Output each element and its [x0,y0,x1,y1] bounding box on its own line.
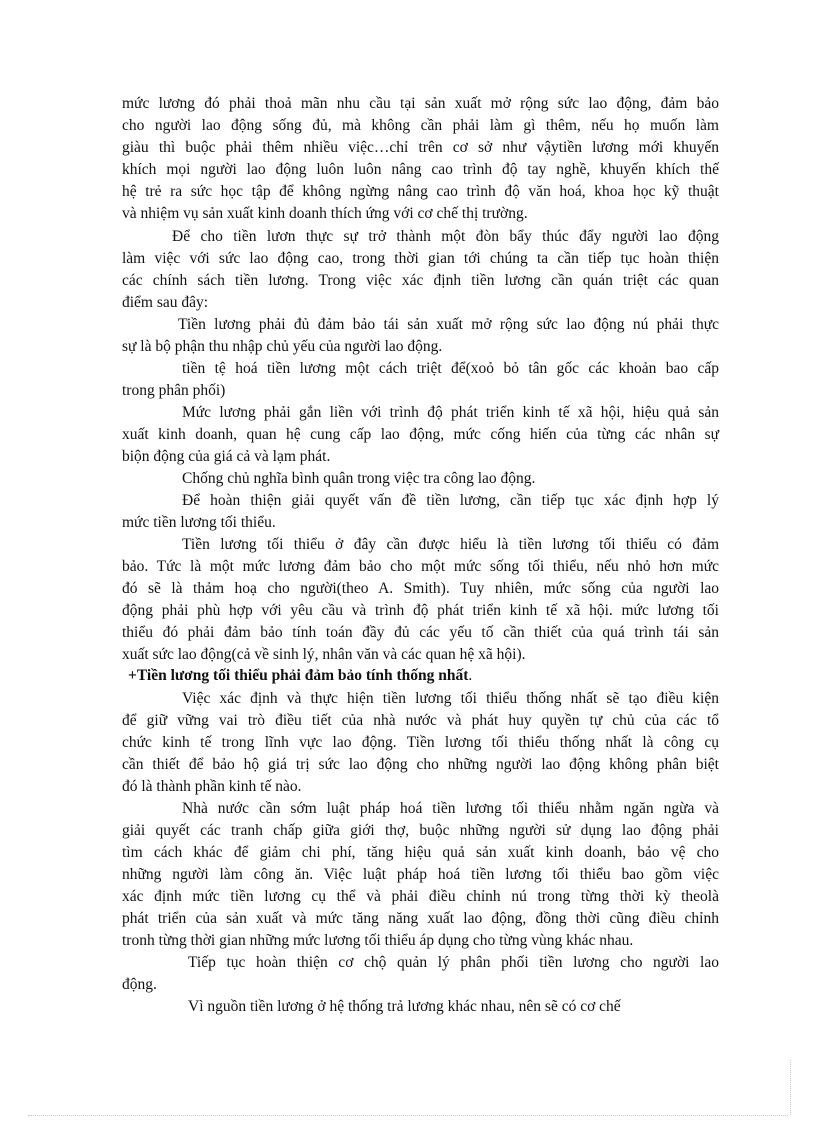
text-line: Tiếp tục hoàn thiện cơ chộ quản lý phân phối tiền lương cho người lao [188,954,719,971]
text-line: tìm cách khác để giảm chi phí, tăng hiệu quả sản xuất kinh doanh, bảo vệ cho [122,844,719,861]
text-line: chức kinh tế trong lĩnh vực lao động. Tiền lương tối thiểu thống nhất là công cụ [122,734,719,751]
text-line: động. [122,976,157,993]
text-line: và nhiệm vụ sản xuất kinh doanh thích ứng với cơ chế thị trường. [122,205,528,222]
text-line: để giữ vững vai trò điều tiết của nhà nước và phát huy quyền tự chủ của các tổ [122,712,719,729]
text-line: làm việc với sức lao động cao, trong thời gian tới chúng ta cần tiếp tục hoàn thiện [122,250,719,267]
text-line: phát triển của sản xuất và mức tăng năng xuất lao động, đồng thời cũng điều chỉnh [122,910,719,927]
text-line: tiền tệ hoá tiền lương một cách triệt để(xoỏ bỏ tân gốc các khoản bao cấp [182,360,719,377]
text-line: thiểu đó phải đảm bảo tính toán đầy đủ các yếu tố cần thiết của quá trình tái sản [122,624,719,641]
text-line: Để cho tiền lươn thực sự trở thành một đòn bẩy thúc đẩy người lao động [172,228,719,245]
section-heading [128,666,472,686]
text-line: sự là bộ phận thu nhập chủ yếu của người lao động. [122,338,443,355]
text-line: những người làm công ăn. Việc luật pháp hoá tiền lương tối thiểu bao gồm việc [122,866,719,883]
text-line: mức lương đó phải thoả mãn nhu cầu tại sản xuất mở rộng sức lao động, đảm bảo [122,95,719,112]
text-line: động phải phù hợp với yêu cầu và trình độ phát triển kinh tế xã hội. mức lương tối [122,602,719,619]
heading-period: . [468,667,473,684]
text-line: mức tiền lương tối thiểu. [122,514,276,531]
text-line: đó là thành phần kinh tế nào. [122,778,302,795]
text-line: các chính sách tiền lương. Trong việc xác định tiền lương cần quán triệt các quan [122,272,719,289]
text-line: cho người lao động sống đủ, mà không cần phải làm gì thêm, nếu họ muốn làm [122,117,719,134]
heading-text: +Tiền lương tối thiểu phải đảm bảo tính thống nhất [128,667,469,684]
text-line: Để hoàn thiện giải quyết vấn đề tiền lương, cần tiếp tục xác định hợp lý [182,492,719,509]
text-line: khích mọi người lao động luôn luôn nâng cao trình độ tay nghề, khuyến khích thế [122,161,719,178]
text-line: xác định mức tiền lương cụ thể và phải điều chỉnh nú trong từng thời kỳ theolà [122,888,719,905]
text-line: giải quyết các tranh chấp giữa giới thợ, buộc những người sử dụng lao động phải [122,822,719,839]
text-line: xuất sức lao động(cả về sinh lý, nhân văn và các quan hệ xã hội). [122,646,526,663]
text-line: tronh từng thời gian những mức lương tối thiểu áp dụng cho từng vùng khác nhau. [122,932,634,949]
text-line: Nhà nước cần sớm luật pháp hoá tiền lương tối thiểu nhằm ngăn ngừa và [182,800,719,817]
text-line: điểm sau đây: [122,294,209,311]
text-line: giàu thì buộc phải thêm nhiều việc…chỉ trên cơ sở như vậytiền lương mới khuyến [122,139,719,156]
text-line: Tiền lương tối thiểu ở đây cần được hiểu là tiền lương tối thiểu có đảm [182,536,719,553]
text-line: Việc xác định và thực hiện tiền lương tối thiểu thống nhất sẽ tạo điều kiện [182,690,719,707]
text-line: Mức lương phải gắn liền với trình độ phát triển kinh tế xã hội, hiệu quả sản [182,404,719,421]
text-line: Chống chủ nghĩa bình quân trong việc tra công lao động. [182,470,536,487]
text-line: Vì nguồn tiền lương ở hệ thống trả lương khác nhau, nên sẽ có cơ chế [188,998,621,1015]
text-line: xuất kinh doanh, quan hệ cung cấp lao động, mức cống hiến của từng các nhân sự [122,426,719,443]
text-line: bảo. Tức là một mức lương đảm bảo cho một mức sống tối thiểu, nếu nhỏ hơn mức [122,558,719,575]
text-line: Tiền lương phải đủ đảm bảo tái sản xuất mở rộng sức lao động nú phải thực [178,316,719,333]
text-line: hệ trẻ ra sức học tập để không ngừng nâng cao trình độ văn hoá, khoa học kỹ thuật [122,183,719,200]
page-border-bottom [28,1115,788,1116]
page-border-right [790,1060,791,1115]
text-line: cần thiết để bảo hộ giá trị sức lao động cho những người lao động không phân biệt [122,756,719,773]
text-line: biộn động của giá cả và lạm phát. [122,448,331,465]
text-line: trong phân phối) [122,382,226,399]
text-line: đó sẽ là thảm hoạ cho người(theo A. Smith). Tuy nhiên, mức sống của người lao [122,580,719,597]
